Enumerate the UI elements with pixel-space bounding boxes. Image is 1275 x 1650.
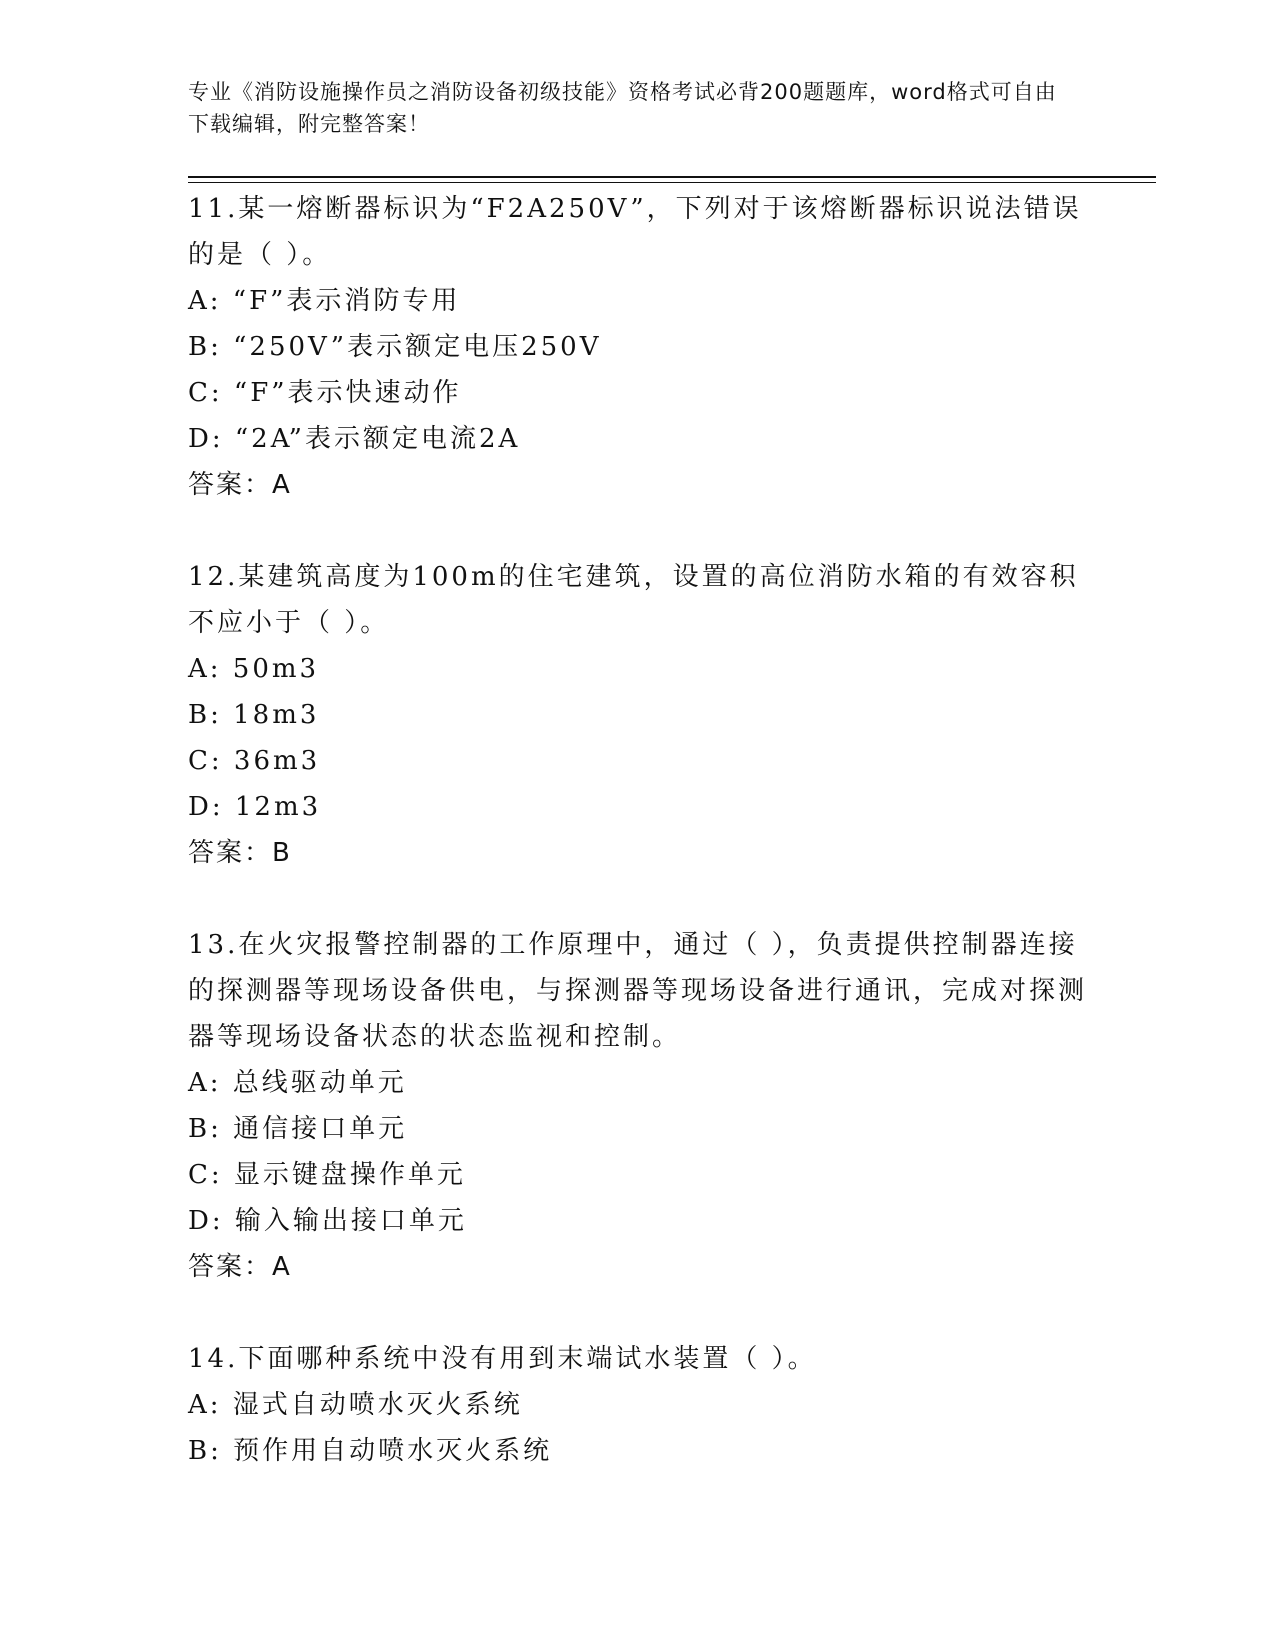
- question-gap: [188, 1290, 1088, 1336]
- answer-line: 答案：A: [188, 470, 292, 500]
- option-b: B: 通信接口单元: [188, 1114, 408, 1144]
- header-divider-thin: [188, 182, 1156, 183]
- question-12: [188, 554, 1088, 876]
- option-a: A: 总线驱动单元: [188, 1068, 407, 1098]
- option-d: D: 输入输出接口单元: [188, 1206, 467, 1236]
- answer-line: 答案：B: [188, 838, 292, 868]
- option-c: C: “F”表示快速动作: [188, 378, 462, 408]
- question-14: [188, 1336, 1088, 1474]
- question-stem: 14.下面哪种系统中没有用到末端试水装置（ ）。: [188, 1344, 817, 1374]
- question-stem: 11.某一熔断器标识为“F2A250V”，下列对于该熔断器标识说法错误的是（ ）。: [188, 194, 1082, 270]
- question-11: [188, 186, 1088, 508]
- option-d: D: “2A”表示额定电流2A: [188, 424, 521, 454]
- question-13: [188, 922, 1088, 1290]
- header-divider-thick: [188, 176, 1156, 178]
- option-a: A: 50m3: [188, 654, 320, 684]
- question-list: [188, 186, 1088, 1474]
- document-header: 专业《消防设施操作员之消防设备初级技能》资格考试必背200题题库，word格式可自由下载编辑，附完整答案！: [188, 80, 1057, 136]
- question-stem: 12.某建筑高度为100m的住宅建筑，设置的高位消防水箱的有效容积不应小于（ ）。: [188, 562, 1079, 638]
- option-d: D: 12m3: [188, 792, 322, 822]
- answer-line: 答案：A: [188, 1252, 292, 1282]
- option-c: C: 显示键盘操作单元: [188, 1160, 466, 1190]
- option-a: A: 湿式自动喷水灭火系统: [188, 1390, 523, 1420]
- option-b: B: “250V”表示额定电压250V: [188, 332, 602, 362]
- option-a: A: “F”表示消防专用: [188, 286, 461, 316]
- option-b: B: 18m3: [188, 700, 320, 730]
- option-c: C: 36m3: [188, 746, 321, 776]
- question-gap: [188, 508, 1088, 554]
- option-b: B: 预作用自动喷水灭火系统: [188, 1436, 553, 1466]
- question-gap: [188, 876, 1088, 922]
- question-stem: 13.在火灾报警控制器的工作原理中，通过（ ），负责提供控制器连接的探测器等现场设备供电，与探测器等现场设备进行通讯，完成对探测器等现场设备状态的状态监视和控制。: [188, 930, 1088, 1052]
